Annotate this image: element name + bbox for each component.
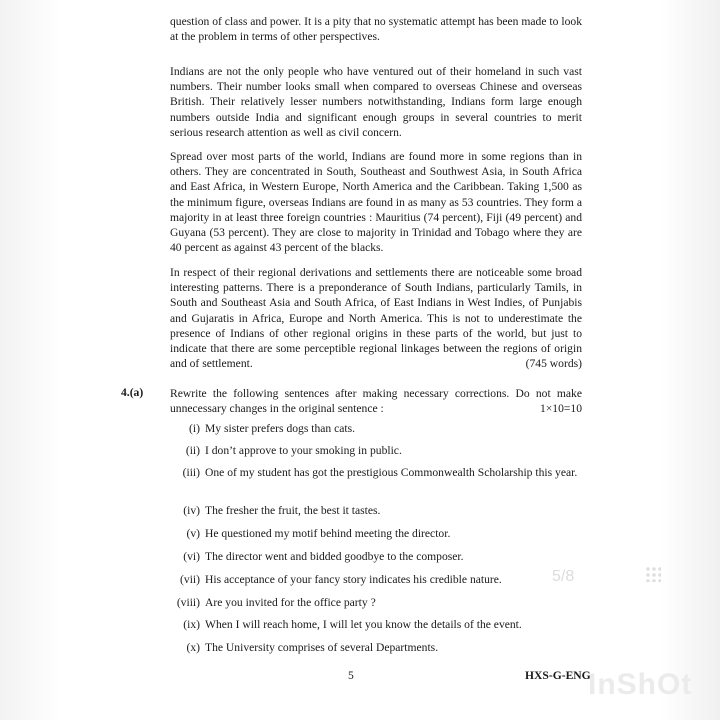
item-text: The director went and bidded goodbye to the composer. bbox=[205, 550, 464, 563]
item-text: My sister prefers dogs than cats. bbox=[205, 422, 356, 435]
item-text: One of my student has got the prestigious Commonwealth Scholarship this year. bbox=[205, 466, 578, 479]
item-text: The University comprises of several Departments. bbox=[205, 641, 439, 654]
item-number: (iv) bbox=[183, 504, 200, 517]
item-text: Are you invited for the office party ? bbox=[205, 596, 376, 609]
item-number: (i) bbox=[189, 422, 200, 435]
question-number: 4.(a) bbox=[121, 386, 144, 399]
item-number: (viii) bbox=[176, 596, 200, 609]
item-number: (iii) bbox=[182, 466, 200, 479]
item-number: (v) bbox=[186, 527, 200, 540]
item-text: His acceptance of your fancy story indicates his credible nature. bbox=[205, 573, 502, 586]
paragraph-4 bbox=[170, 265, 582, 371]
item-number: (vii) bbox=[180, 573, 200, 586]
item-text: When I will reach home, I will let you know the details of the event. bbox=[205, 618, 522, 631]
item-text: He questioned my motif behind meeting the director. bbox=[205, 527, 451, 540]
item-number: (vi) bbox=[183, 550, 200, 563]
paragraph-4-text: In respect of their regional derivations and settlements there are noticeable some broad interesting patterns. There is a preponderance of South Indians, particularly Tamils, in South and Southeast Asia and South Africa, of East Indians in West Indies, of Punjabis and Gujaratis in Africa, Europe and North America. This is not to underestimate the presence of Indians of other regional origins in these parts of the world, but just to indicate that there are some perceptible regional linkages between the regions of origin and of settlement. bbox=[170, 266, 582, 371]
item-text: The fresher the fruit, the best it tastes. bbox=[205, 504, 381, 517]
item-number: (ix) bbox=[183, 618, 200, 631]
item-number: (ii) bbox=[185, 444, 200, 457]
question-instruction: Rewrite the following sentences after making necessary corrections. Do not make unnecessary changes in the original sentence : 1×10=10 bbox=[170, 387, 582, 416]
page-indicator: 5/8 bbox=[552, 568, 575, 585]
inshot-watermark: InShOt bbox=[588, 668, 693, 701]
paragraph-2: Indians are not the only people who have ventured out of their homeland in such vast numbers. Their number looks small when compared to overseas Chinese and overseas British. Their relatively lesser numbers notwithstanding, Indians form large enough numbers outside India and significant enough groups in several countries to merit serious research attention as well as civil concern. bbox=[170, 65, 582, 139]
page-number: 5 bbox=[348, 669, 354, 682]
question-marks: 1×10=10 bbox=[539, 402, 582, 416]
word-count: (745 words) bbox=[525, 357, 582, 371]
paragraph-3: Spread over most parts of the world, Indians are found more in some regions than in others. They are concentrated in South, Southeast and Southwest Asia, in South Africa and East Africa, in Western Europe, North America and the Caribbean. Taking 1,500 as the minimum figure, overseas Indians are found in as many as 53 countries. They form a majority in at least three foreign countries : Mauritius (74 percent), Fiji (49 percent) and Guyana (53 percent). They are close to majority in Trinidad and Tobago where they are 40 percent as against 43 percent of the blacks. bbox=[170, 150, 582, 255]
paragraph-1: question of class and power. It is a pity that no systematic attempt has been made to look at the problem in terms of other perspectives. bbox=[170, 15, 582, 44]
paper-code: HXS-G-ENG bbox=[525, 669, 591, 682]
item-number: (x) bbox=[186, 641, 200, 654]
dots-icon bbox=[645, 566, 661, 582]
item-text: I don’t approve to your smoking in public. bbox=[205, 444, 402, 457]
